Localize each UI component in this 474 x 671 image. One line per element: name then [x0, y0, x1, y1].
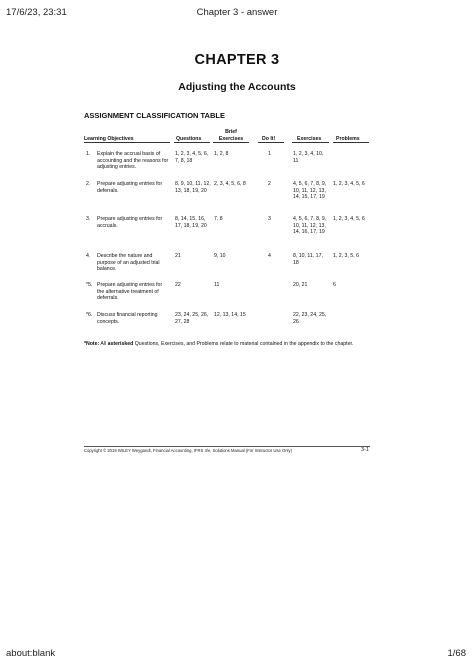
- row-1-number: 1.: [86, 151, 91, 157]
- col-header-questions: Questions: [176, 136, 202, 142]
- print-page-count: 1/68: [447, 648, 466, 659]
- row-4-exercises: 8, 10, 11, 17, 18: [293, 253, 323, 266]
- col-header-do-it: Do It!: [262, 136, 276, 142]
- section-heading: ASSIGNMENT CLASSIFICATION TABLE: [84, 111, 225, 120]
- row-2-questions: 8, 9, 10, 11, 12, 13, 18, 19, 20: [175, 181, 211, 194]
- row-4-brief-exercises: 9, 10: [214, 253, 226, 259]
- row-2-brief-exercises: 2, 3, 4, 5, 6, 8: [214, 181, 246, 187]
- row-2-problems: 1, 2, 3, 4, 5, 6: [333, 181, 365, 187]
- row-6-objective: Discuss financial reporting concepts.: [97, 312, 158, 325]
- row-3-brief-exercises: 7, 8: [214, 216, 223, 222]
- col-header-brief-line1: Brief: [225, 129, 237, 135]
- note-text-pre: All: [99, 341, 108, 347]
- header-rule-brief: [213, 142, 249, 143]
- footer-rule: [84, 446, 370, 447]
- header-rule-exercises: [292, 142, 329, 143]
- print-url: about:blank: [6, 648, 56, 659]
- header-rule-questions: [174, 142, 210, 143]
- row-5-problems: 6: [333, 282, 336, 288]
- row-2-do-it: 2: [268, 181, 271, 187]
- row-6-questions: 23, 24, 25, 26, 27, 28: [175, 312, 209, 325]
- print-header: [0, 7, 474, 21]
- col-header-exercises: Exercises: [297, 136, 322, 142]
- row-1-objective: Explain the accrual basis of accounting and the reasons for adjusting entries.: [97, 151, 169, 170]
- chapter-title: CHAPTER 3: [194, 52, 280, 68]
- row-3-problems: 1, 2, 3, 4, 5, 6: [333, 216, 365, 222]
- copyright-line: Copyright © 2019 WILEY Weygandt, Financial Accounting, IFRS 4/e, Solutions Manual (For Instructor Use Only): [84, 448, 292, 453]
- row-5-exercises: 20, 21: [293, 282, 308, 288]
- row-2-objective: Prepare adjusting entries for deferrals.: [97, 181, 163, 194]
- print-page-title: Chapter 3 - answer: [196, 7, 278, 18]
- row-4-problems: 1, 2, 3, 5, 6: [333, 253, 359, 259]
- header-rule-do-it: [258, 142, 284, 143]
- row-1-brief-exercises: 1, 2, 8: [214, 151, 229, 157]
- col-header-brief-exercises: [214, 129, 248, 142]
- note-bold-word: asterisked: [107, 341, 134, 347]
- row-1-exercises: 1, 2, 3, 4, 10, 11: [293, 151, 324, 164]
- row-4-do-it: 4: [268, 253, 271, 259]
- appendix-note: [84, 341, 368, 348]
- document-page-number: 3-1: [361, 447, 369, 453]
- row-3-exercises: 4, 5, 6, 7, 8, 9, 10, 11, 12, 13, 14, 16, 17, 19: [293, 216, 327, 235]
- row-4-number: 4.: [86, 253, 91, 259]
- print-timestamp: 17/6/23, 23:31: [6, 7, 67, 18]
- row-1-do-it: 1: [268, 151, 271, 157]
- header-rule-problems: [333, 142, 369, 143]
- row-6-number: *6.: [86, 312, 93, 318]
- note-label: *Note:: [84, 341, 100, 347]
- row-5-number: *5.: [86, 282, 93, 288]
- row-3-questions: 8, 14, 15, 16, 17, 18, 19, 20: [175, 216, 207, 229]
- col-header-learning-objectives: Learning Objectives: [84, 136, 134, 142]
- row-2-number: 2.: [86, 181, 91, 187]
- row-2-exercises: 4, 5, 6, 7, 8, 9, 10, 11, 12, 13, 14, 15, 17, 19: [293, 181, 327, 200]
- row-3-do-it: 3: [268, 216, 271, 222]
- row-3-objective: Prepare adjusting entries for accruals.: [97, 216, 163, 229]
- row-4-questions: 21: [175, 253, 181, 259]
- row-5-brief-exercises: 11: [214, 282, 220, 288]
- row-3-number: 3.: [86, 216, 91, 222]
- chapter-subtitle: Adjusting the Accounts: [178, 81, 296, 93]
- row-6-brief-exercises: 12, 13, 14, 15: [214, 312, 246, 318]
- row-5-questions: 22: [175, 282, 181, 288]
- note-text-post: Questions, Exercises, and Problems relate to material contained in the appendix to the chapter.: [133, 341, 354, 347]
- col-header-brief-line2: Exercises: [218, 135, 244, 142]
- row-6-exercises: 22, 23, 24, 25, 26: [293, 312, 327, 325]
- col-header-problems: Problems: [336, 136, 360, 142]
- row-4-objective: Describe the nature and purpose of an adjusted trial balance.: [97, 253, 160, 272]
- row-1-questions: 1, 2, 3, 4, 5, 6, 7, 8, 18: [175, 151, 209, 164]
- row-5-objective: Prepare adjusting entries for the alternative treatment of deferrals.: [97, 282, 163, 301]
- header-rule-learning-objectives: [84, 142, 170, 143]
